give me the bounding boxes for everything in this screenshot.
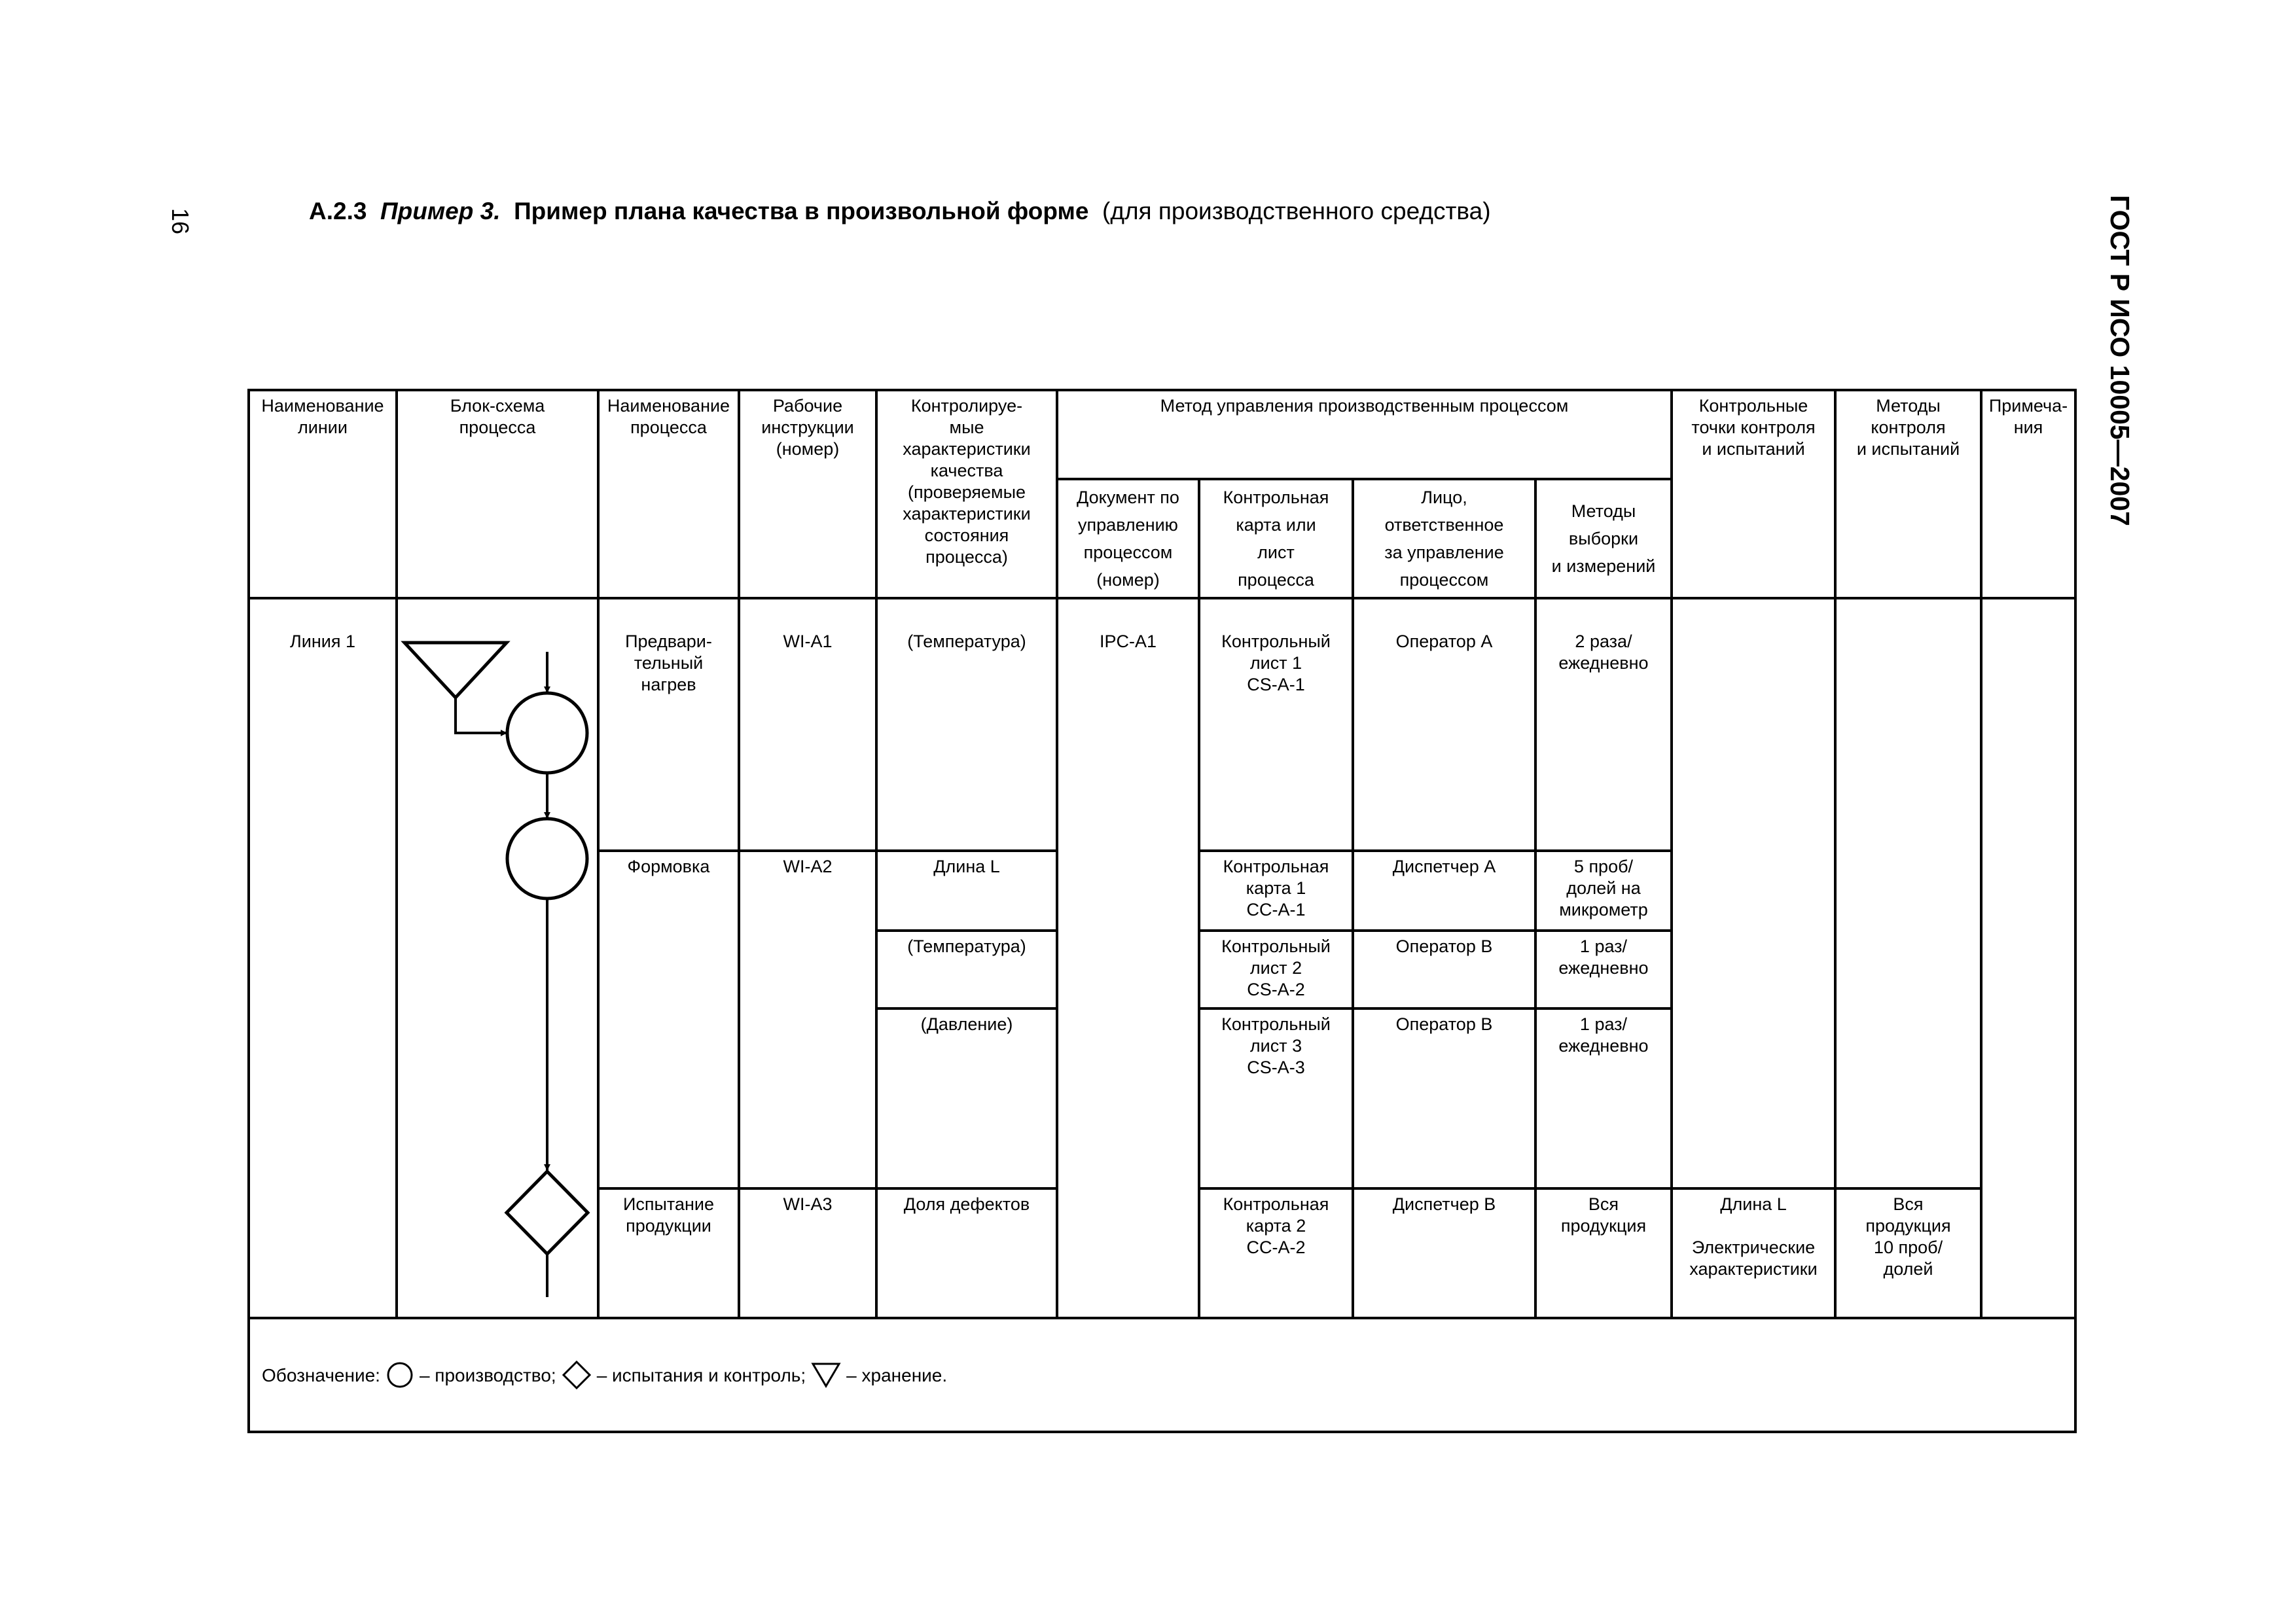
quality-plan-table — [247, 389, 2077, 1433]
section-heading — [309, 198, 1491, 225]
sampling-method: 1 раз/ ежедневно — [1558, 936, 1649, 978]
controlled-characteristic: (Температура) — [907, 936, 1026, 956]
header-control-document: Документ по управлению процессом (номер) — [1077, 488, 1179, 590]
circle-icon — [386, 1361, 414, 1389]
header-line-name: Наименование линии — [261, 396, 384, 437]
test-method: Вся продукция 10 проб/ долей — [1865, 1194, 1951, 1279]
sampling-method: 5 проб/ долей на микрометр — [1559, 857, 1648, 919]
responsible-person: Диспетчер В — [1392, 1194, 1496, 1214]
table-row — [249, 598, 2075, 851]
flowchart-diagram — [398, 599, 598, 1314]
header-responsible: Лицо, ответственное за управление процессом — [1384, 488, 1504, 590]
header-work-instructions: Рабочие инструкции (номер) — [761, 396, 854, 459]
legend-row — [249, 1318, 2075, 1432]
control-chart: Контрольный лист 3 CS-A-3 — [1221, 1014, 1331, 1077]
work-instruction: WI-A3 — [783, 1194, 833, 1214]
header-flowchart: Блок-схема процесса — [450, 396, 545, 437]
header-test-methods: Методы контроля и испытаний — [1856, 396, 1960, 459]
header-notes: Примеча- ния — [1988, 396, 2068, 437]
sampling-method: 2 раза/ ежедневно — [1558, 632, 1649, 673]
section-title-rest: (для производственного средства) — [1102, 198, 1491, 224]
control-document: IPC-A1 — [1099, 632, 1157, 651]
process-name: Формовка — [627, 857, 710, 876]
production-circle-icon — [507, 819, 587, 899]
control-chart: Контрольная карта 1 CC-A-1 — [1223, 857, 1329, 919]
header-process-name: Наименование процесса — [607, 396, 730, 437]
responsible-person: Оператор В — [1395, 936, 1493, 956]
production-circle-icon — [507, 693, 587, 773]
page-number: 16 — [167, 208, 194, 235]
header-sampling-methods: Методы выборки и измерений — [1551, 501, 1656, 576]
controlled-characteristic: (Температура) — [907, 632, 1026, 651]
flow-arrow — [456, 698, 507, 733]
control-chart: Контрольный лист 2 CS-A-2 — [1221, 936, 1331, 999]
controlled-characteristic: Длина L — [933, 857, 1000, 876]
controlled-characteristic: Доля дефектов — [903, 1194, 1030, 1214]
control-chart: Контрольный лист 1 CS-A-1 — [1221, 632, 1331, 694]
process-name: Предвари- тельный нагрев — [625, 632, 712, 694]
legend — [262, 1360, 2074, 1390]
sampling-method: 1 раз/ ежедневно — [1558, 1014, 1649, 1056]
triangle-icon — [811, 1361, 841, 1389]
legend-label: Обозначение: — [262, 1364, 380, 1385]
responsible-person: Оператор В — [1395, 1014, 1493, 1034]
sampling-method: Вся продукция — [1560, 1194, 1647, 1236]
section-title: Пример плана качества в произвольной форме — [514, 198, 1089, 224]
inspection-diamond-icon — [507, 1171, 588, 1254]
standard-id: ГОСТ Р ИСО 10005—2007 — [2105, 195, 2135, 526]
checkpoint: Длина L Электрические характеристики — [1689, 1194, 1818, 1279]
storage-triangle-icon — [404, 643, 507, 698]
controlled-characteristic: (Давление) — [920, 1014, 1013, 1034]
control-chart: Контрольная карта 2 CC-A-2 — [1223, 1194, 1329, 1257]
diamond-icon — [562, 1360, 592, 1390]
work-instruction: WI-A2 — [783, 857, 833, 876]
header-control-method: Метод управления производственным процессом — [1160, 396, 1569, 416]
responsible-person: Оператор А — [1395, 632, 1493, 651]
responsible-person: Диспетчер А — [1392, 857, 1496, 876]
work-instruction: WI-A1 — [783, 632, 833, 651]
legend-storage: – хранение. — [846, 1364, 948, 1385]
section-number: A.2.3 — [309, 198, 367, 224]
line-name: Линия 1 — [290, 632, 355, 651]
process-flowchart — [397, 598, 598, 1318]
legend-inspection: – испытания и контроль; — [596, 1364, 806, 1385]
header-controlled-characteristics: Контролируе- мые характеристики качества (проверяемые характеристики состояния процесса) — [903, 396, 1031, 567]
legend-production: – производство; — [419, 1364, 556, 1385]
header-checkpoints: Контрольные точки контроля и испытаний — [1691, 396, 1816, 459]
example-label: Пример 3. — [380, 198, 501, 224]
process-name: Испытание продукции — [622, 1194, 715, 1236]
header-control-chart: Контрольная карта или лист процесса — [1223, 488, 1329, 590]
header-row-1 — [249, 390, 2075, 479]
